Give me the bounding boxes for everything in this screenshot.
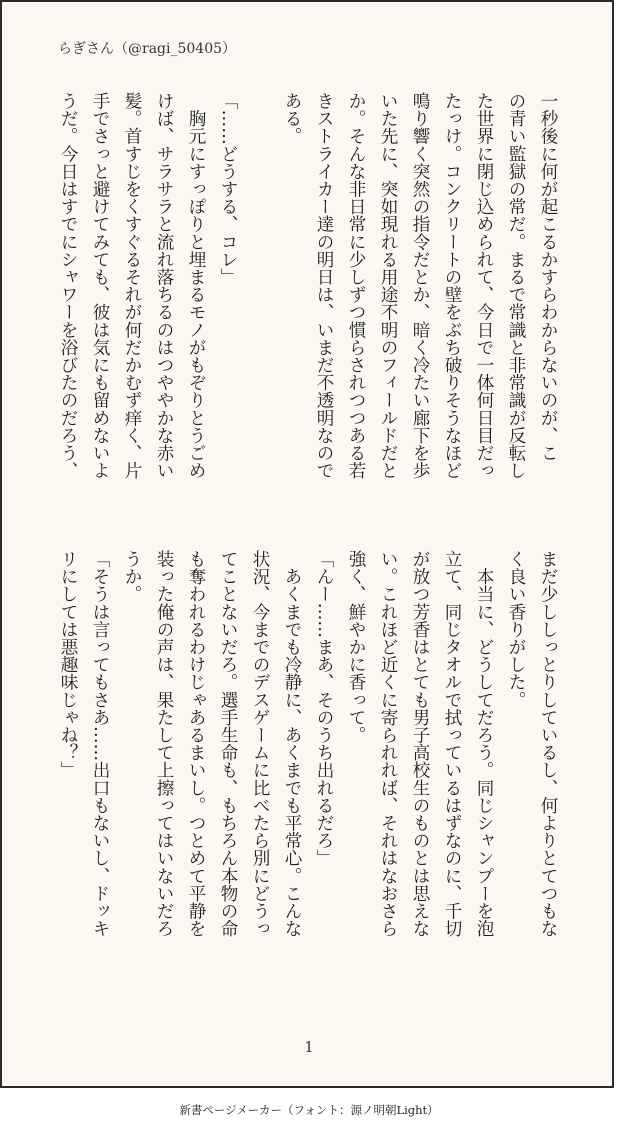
text-line: てことないだろ。選手生命も、もちろん本物の命	[218, 550, 238, 938]
text-line: 「……どうする、コレ」	[218, 92, 238, 286]
text-line: うだ。今日はすでにシャワーを浴びたのだろう、	[58, 92, 78, 480]
text-line: 髪。首すじをくすぐるそれが何だかむず痒く、片	[122, 92, 142, 480]
text-line: い。これほど近くに寄られれば、それはなおさら	[378, 550, 398, 938]
page-number: 1	[304, 1038, 314, 1056]
text-line: 状況、今までのデスゲームに比べたら別にどうっ	[250, 550, 270, 938]
text-line: た世界に閉じ込められて、今日で一体何日目だっ	[474, 92, 494, 480]
text-line: きストライカー達の明日は、いまだ不透明なので	[314, 92, 334, 480]
text-line: リにしては悪趣味じゃね？」	[58, 550, 78, 779]
text-line: あくまでも冷静に、あくまでも平常心。こんな	[282, 550, 302, 938]
text-line: けば、サラサラと流れ落ちるのはつややかな赤い	[154, 92, 174, 480]
text-line: も奪われるわけじゃあるまいし。つとめて平静を	[186, 550, 206, 938]
text-line: 強く、鮮やかに香って。	[346, 550, 366, 744]
text-line: 胸元にすっぽりと埋まるモノがもぞりとうごめ	[186, 92, 206, 480]
text-line: 「んー……まあ、そのうち出れるだろ」	[314, 550, 334, 867]
text-line: うか。	[122, 550, 142, 603]
author-credit: らぎさん（@ragi_50405）	[58, 41, 237, 57]
text-line: 鳴り響く突然の指令だとか、暗く冷たい廊下を歩	[410, 92, 430, 480]
text-line: の青い監獄の常だ。まるで常識と非常識が反転し	[506, 92, 526, 480]
text-line: 立て、同じタオルで拭っているはずなのに、千切	[442, 550, 462, 938]
text-line	[244, 92, 276, 552]
text-line: いた先に、突如現れる用途不明のフィールドだと	[378, 92, 398, 480]
text-line: まだ少ししっとりしているし、何よりとてつもな	[538, 550, 558, 938]
text-line: 一秒後に何が起こるかすらわからないのが、こ	[538, 92, 558, 462]
text-column-bottom	[58, 550, 564, 1010]
text-line: か。そんな非日常に少しずつ慣らされつつある若	[346, 92, 366, 480]
text-line: たっけ。コンクリートの壁をぶち破りそうなほど	[442, 92, 462, 480]
text-line: く良い香りがした。	[506, 550, 526, 709]
text-line: 本当に、どうしてだろう。同じシャンプーを泡	[474, 550, 494, 938]
text-line: が放つ芳香はとても男子高校生のものとは思えな	[410, 550, 430, 938]
text-line: 「そうは言ってもさあ……出口もないし、ドッキ	[90, 550, 110, 938]
text-line: 手でさっと避けてみても、彼は気にも留めないよ	[90, 92, 110, 480]
text-column-top	[58, 92, 564, 552]
text-line: ある。	[282, 92, 302, 145]
generator-credit: 新書ページメーカー（フォント：源ノ明朝Light）	[179, 1103, 439, 1117]
text-line: 装った俺の声は、果たして上擦ってはいないだろ	[154, 550, 174, 938]
